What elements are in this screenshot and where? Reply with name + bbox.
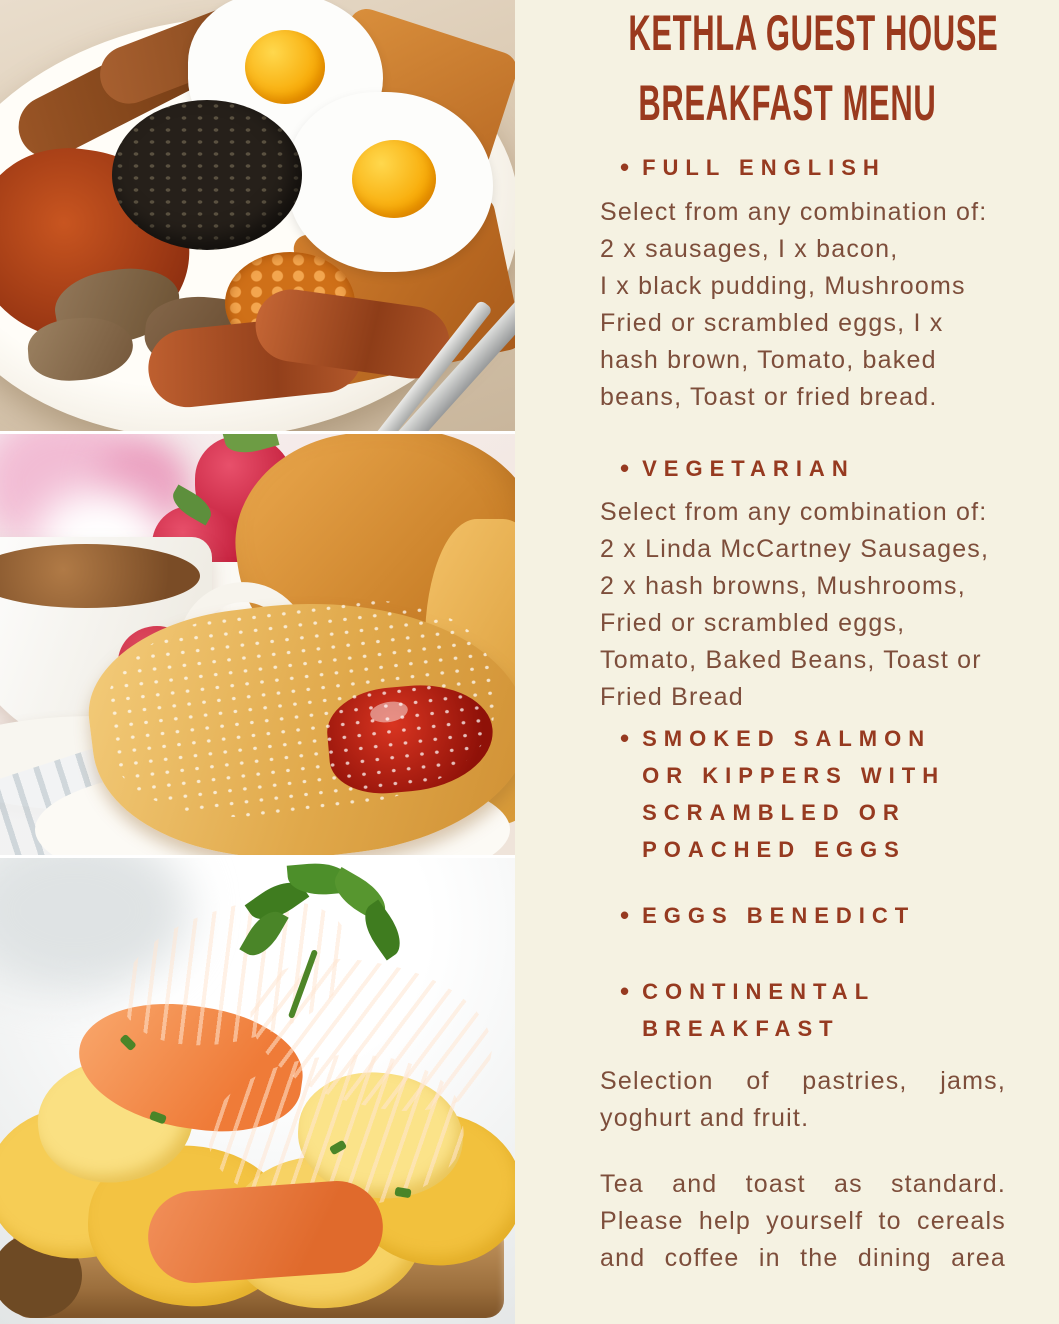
body-line: Selection of pastries, jams, [600,1067,1006,1095]
bullet-icon: • [620,976,630,1006]
body-line: Fried or scrambled eggs, I x [600,309,944,337]
menu-panel [515,0,1059,1324]
menu-title-line2 [515,76,1059,130]
body-line: Select from any combination of: [600,198,988,226]
body-line: yoghurt and fruit. [600,1104,810,1132]
black-pudding [112,100,302,250]
body-line: Tomato, Baked Beans, Toast or [600,646,982,674]
egg-yolk-1 [245,30,325,104]
bullet-icon: • [620,453,630,483]
section-body-vegetarian [600,494,1006,716]
heading-line: BREAKFAST [642,1016,840,1041]
section-body-full-english [600,194,1006,416]
heading-line: CONTINENTAL [642,979,876,1004]
heading-line: FULL ENGLISH [642,155,886,180]
menu-title-text-2: BREAKFAST MENU [637,75,937,131]
body-line: Fried or scrambled eggs, [600,609,906,637]
egg-yolk-2 [352,140,436,218]
heading-line: POACHED EGGS [642,837,906,862]
salmon-roll-bottom [145,1178,386,1286]
body-line: 2 x hash browns, Mushrooms, [600,572,966,600]
heading-line: OR KIPPERS WITH [642,763,946,788]
section-heading-vegetarian [620,450,855,487]
bullet-icon: • [620,900,630,930]
heading-line: VEGETARIAN [642,456,855,481]
footer-line: Please help yourself to cereals [600,1207,1006,1235]
photo-smoked-salmon-scrambled-eggs [0,858,515,1324]
section-heading-full-english [620,149,886,186]
body-line: hash brown, Tomato, baked [600,346,937,374]
footer-line: and coffee in the dining area [600,1244,1006,1272]
bullet-icon: • [620,152,630,182]
heading-line: EGGS BENEDICT [642,903,916,928]
body-line: Select from any combination of: [600,498,988,526]
photo-full-english-breakfast [0,0,515,431]
body-line: 2 x Linda McCartney Sausages, [600,535,990,563]
footer-line: Tea and toast as standard. [600,1170,1006,1198]
heading-line: SMOKED SALMON [642,726,932,751]
body-line: beans, Toast or fried bread. [600,383,938,411]
body-line: I x black pudding, Mushrooms [600,272,966,300]
section-heading-smoked-salmon [620,720,945,868]
menu-title-text-1: KETHLA GUEST HOUSE [628,5,999,61]
photo-croissants-coffee-strawberries [0,434,515,855]
section-heading-continental [620,973,875,1047]
menu-title-line1 [515,6,1059,60]
body-line: Fried Bread [600,683,744,711]
photo-column [0,0,515,1324]
footer-note [600,1166,1006,1277]
heading-line: SCRAMBLED OR [642,800,906,825]
bullet-icon: • [620,723,630,753]
body-line: 2 x sausages, I x bacon, [600,235,899,263]
section-body-continental [600,1063,1006,1137]
section-heading-eggs-benedict [620,897,915,934]
